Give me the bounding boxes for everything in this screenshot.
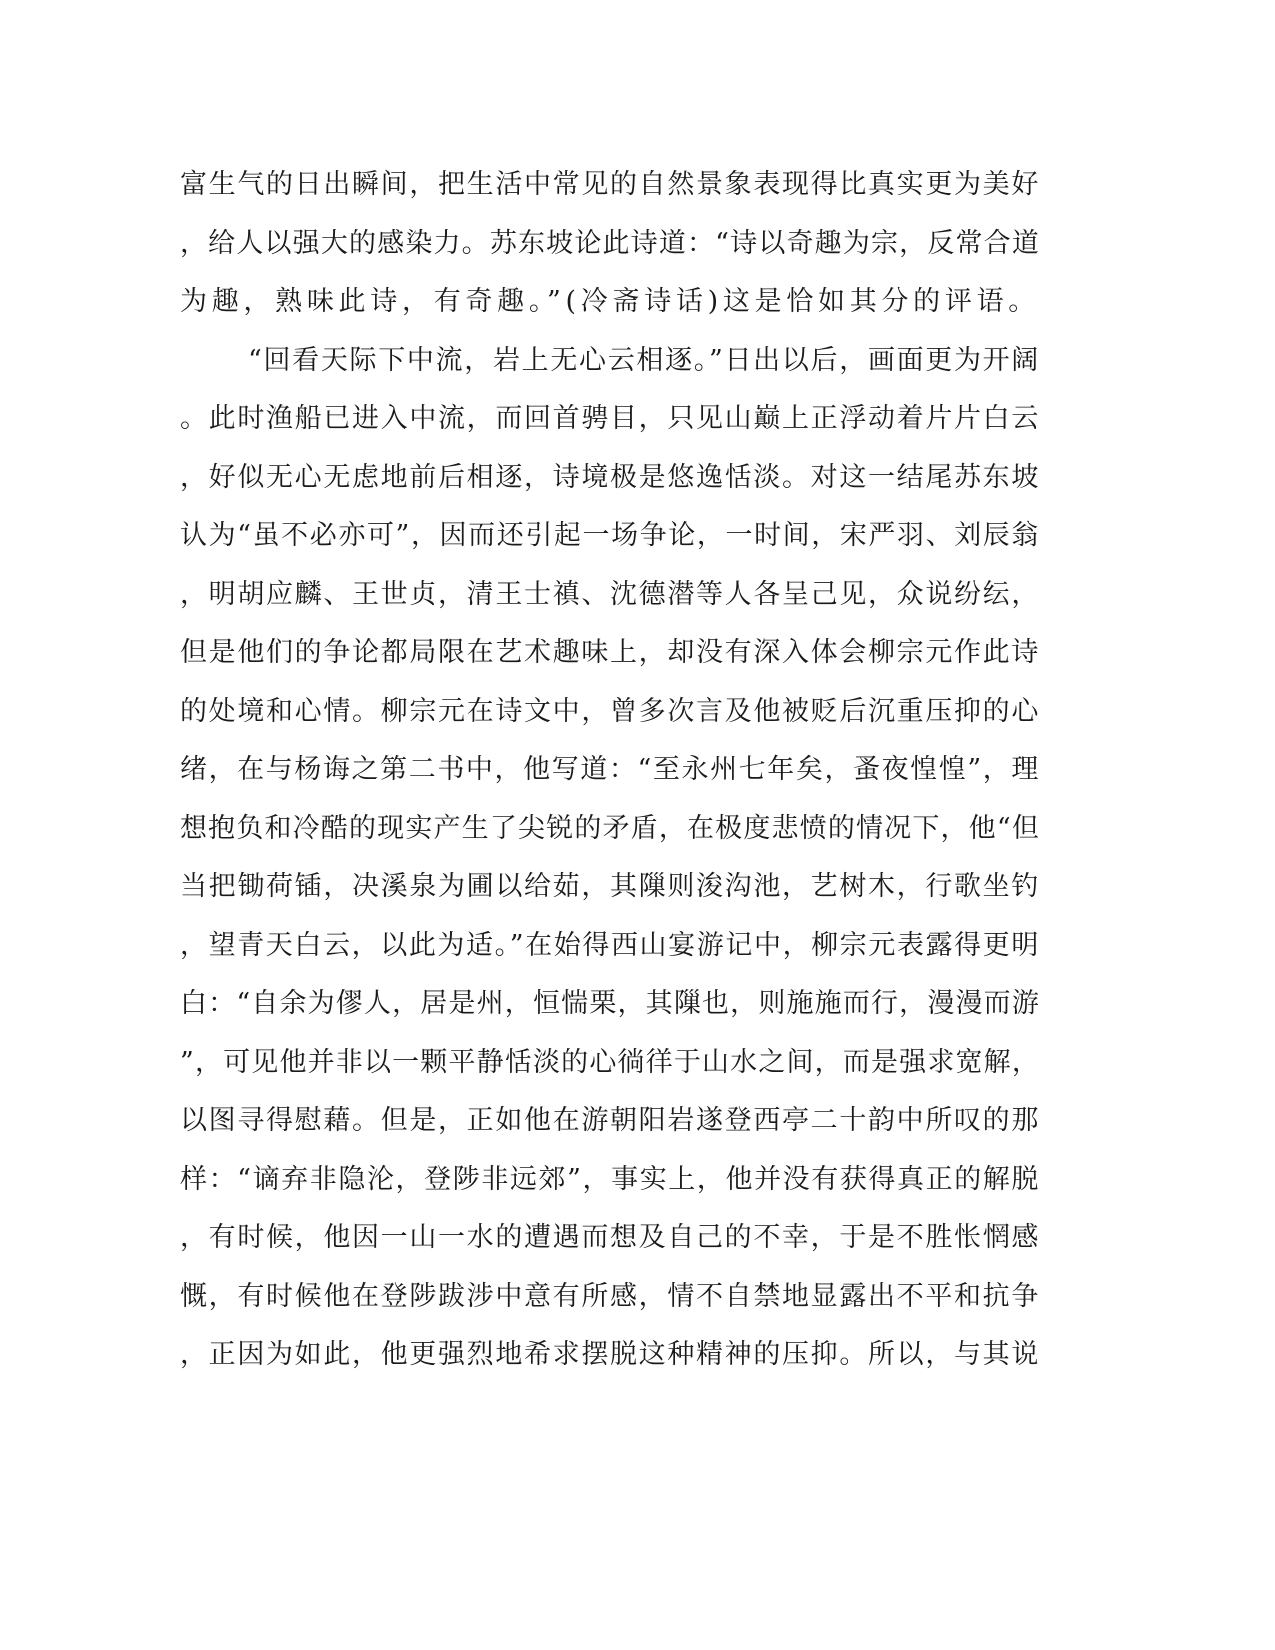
text-line: ，好似无心无虑地前后相逐，诗境极是悠逸恬淡。对这一结尾苏东坡 (180, 461, 1040, 493)
text-line-paragraph-start: “回看天际下中流，岩上无心云相逐。”日出以后，画面更为开阔 (248, 344, 1040, 376)
text-line: 样：“谪弃非隐沦，登陟非远郊”，事实上，他并没有获得真正的解脱 (180, 1163, 1040, 1195)
text-line: 想抱负和冷酷的现实产生了尖锐的矛盾，在极度悲愤的情况下，他“但 (180, 812, 1040, 844)
text-line: 绪，在与杨诲之第二书中，他写道：“至永州七年矣，蚤夜惶惶”，理 (180, 754, 1040, 785)
text-line: ，有时候，他因一山一水的遭遇而想及自己的不幸，于是不胜怅惘感 (180, 1222, 1040, 1253)
text-line: ，明胡应麟、王世贞，清王士禛、沈德潜等人各呈己见，众说纷纭， (180, 578, 1040, 610)
text-line: 但是他们的争论都局限在艺术趣味上，却没有深入体会柳宗元作此诗 (180, 637, 1040, 668)
text-line: 认为“虽不必亦可”，因而还引起一场争论，一时间，宋严羽、刘辰翁 (180, 520, 1040, 551)
text-line: 当把锄荷锸，决溪泉为圃以给茹，其隟则浚沟池，艺树木，行歌坐钓 (180, 871, 1040, 902)
text-line: 慨，有时候他在登陟跋涉中意有所感，情不自禁地显露出不平和抗争 (180, 1280, 1040, 1312)
text-line: 。此时渔船已进入中流，而回首骋目，只见山巅上正浮动着片片白云 (180, 403, 1040, 434)
text-line: ，正因为如此，他更强烈地希求摆脱这种精神的压抑。所以，与其说 (180, 1339, 1040, 1370)
text-line: 为趣，熟味此诗，有奇趣。”(冷斋诗话)这是恰如其分的评语。 (180, 286, 1040, 317)
text-line: ，望青天白云，以此为适。”在始得西山宴游记中，柳宗元表露得更明 (180, 929, 1040, 961)
body-text (180, 156, 1040, 1385)
text-line: 白：“自余为僇人，居是州，恒惴栗，其隟也，则施施而行，漫漫而游 (180, 988, 1040, 1019)
text-line: 的处境和心情。柳宗元在诗文中，曾多次言及他被贬后沉重压抑的心 (180, 695, 1040, 727)
text-line: 富生气的日出瞬间，把生活中常见的自然景象表现得比真实更为美好 (180, 169, 1040, 200)
text-line: 以图寻得慰藉。但是，正如他在游朝阳岩遂登西亭二十韵中所叹的那 (180, 1105, 1040, 1136)
text-line: ，给人以强大的感染力。苏东坡论此诗道：“诗以奇趣为宗，反常合道 (180, 227, 1040, 259)
text-line: ”，可见他并非以一颗平静恬淡的心徜徉于山水之间，而是强求宽解， (180, 1046, 1040, 1078)
